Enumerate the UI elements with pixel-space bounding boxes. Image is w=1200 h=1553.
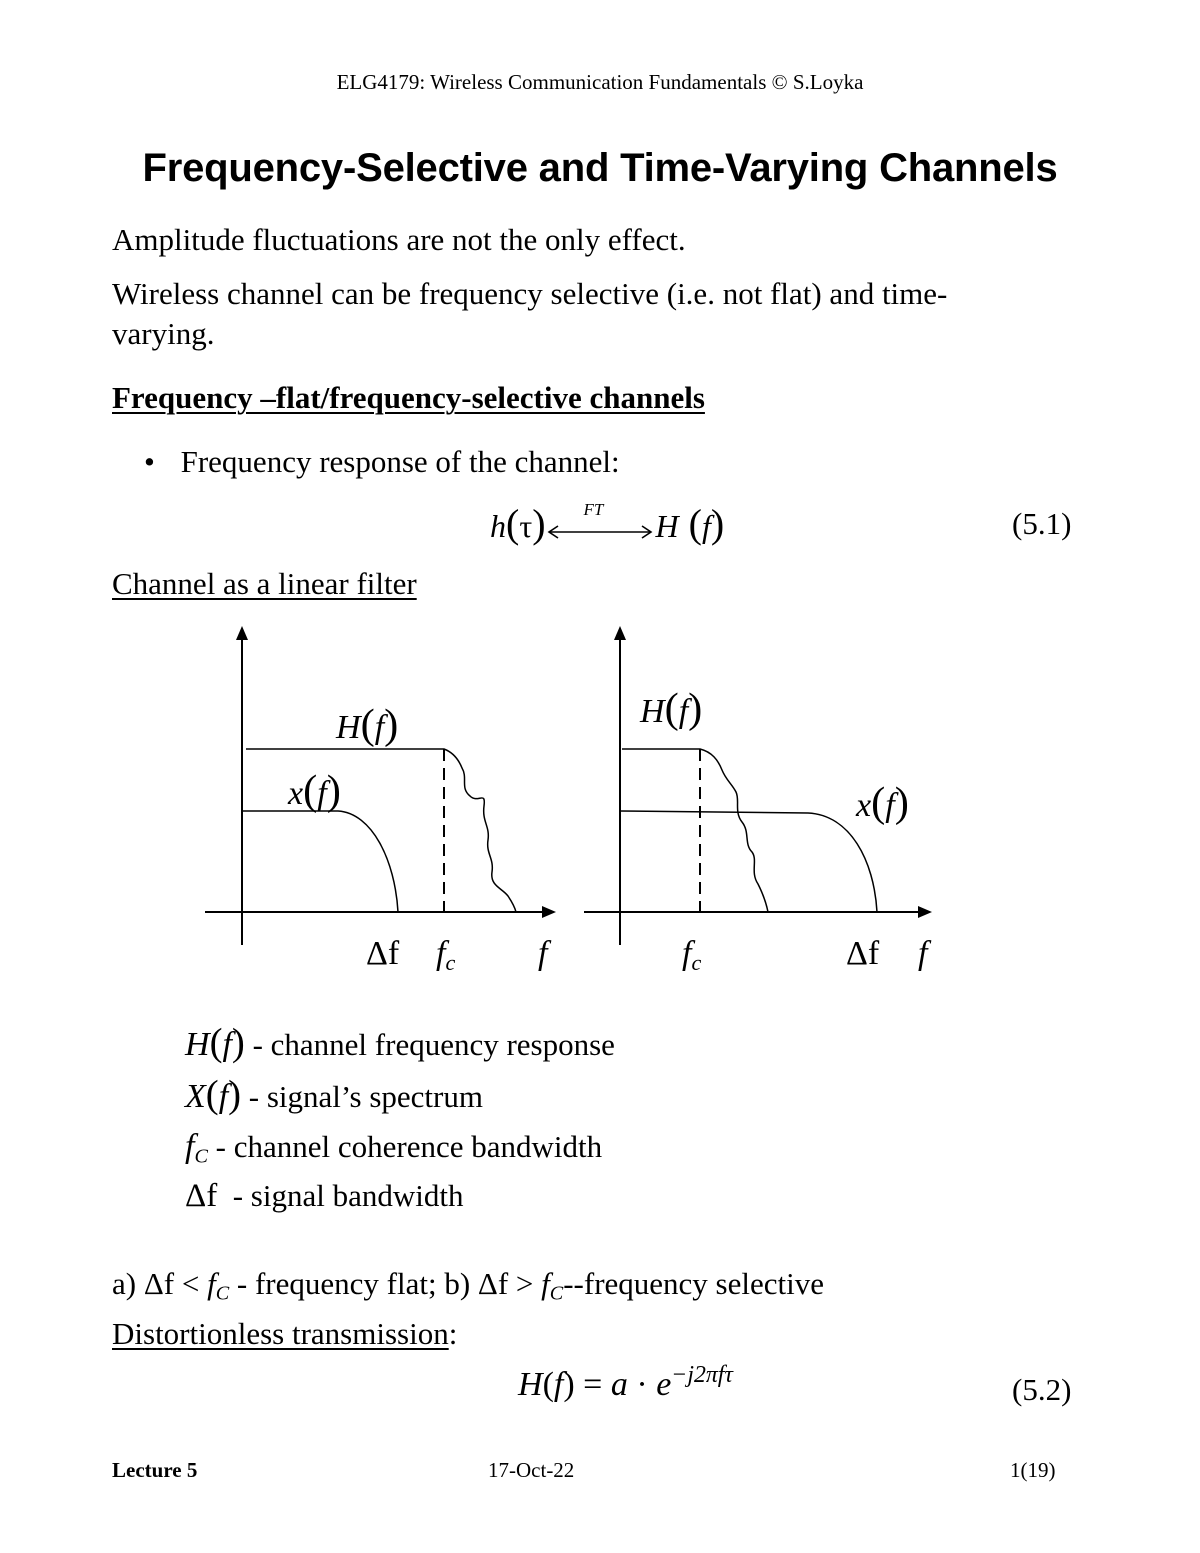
equation-5-1-number: (5.1) — [1012, 506, 1072, 541]
legend-H-arg: f — [222, 1026, 232, 1063]
left-fc-sym: f — [436, 935, 446, 972]
equation-5-2: $H(f) = a \cdot e^{-j2\pi f\tau}$ — [518, 1362, 733, 1404]
left-axis-f: f — [538, 935, 548, 972]
legend-X-sym: X — [185, 1078, 206, 1115]
case-b-text: --frequency selective — [563, 1266, 824, 1301]
right-tick-delta-f: Δf — [846, 935, 880, 972]
eq2-arg: f — [553, 1366, 564, 1404]
right-tick-fc — [682, 935, 701, 976]
eq2-dot: · — [627, 1366, 657, 1404]
paragraph-wireless-line1: Wireless channel can be frequency selective (i.e. not flat) and time- — [112, 276, 948, 311]
right-x-curve — [620, 811, 877, 912]
eq1-arrow-label: FT — [583, 499, 604, 519]
eq2-exponent: −j2πfτ — [671, 1362, 733, 1388]
case-a-fc-sub: C — [215, 1282, 230, 1305]
case-a-text: - frequency flat; b) — [229, 1266, 478, 1301]
footer-date: 17-Oct-22 — [488, 1458, 575, 1482]
case-b-delta: Δf — [477, 1266, 509, 1301]
eq2-a: a — [610, 1366, 628, 1404]
eq1-lhs-arg: τ — [519, 508, 533, 544]
footer-page: 1(19) — [1010, 1458, 1056, 1482]
legend-H-text: - channel frequency response — [244, 1027, 615, 1062]
right-y-arrow-icon — [614, 626, 626, 640]
right-fc-sym: f — [682, 935, 692, 972]
legend-delta-text: - signal bandwidth — [217, 1178, 464, 1213]
cases-line — [112, 1266, 824, 1306]
distortionless-heading — [112, 1316, 457, 1352]
equation-5-1: h(τ) FT H (f) — [490, 499, 725, 546]
equation-5-2-number: (5.2) — [1012, 1372, 1072, 1407]
left-H-sym: H — [336, 709, 361, 746]
right-H-label: H(f) — [640, 685, 703, 732]
case-b-fc-sub: C — [549, 1282, 564, 1305]
right-x-label: x(f) — [856, 779, 909, 826]
right-H-sym: H — [640, 693, 665, 730]
left-y-arrow-icon — [236, 626, 248, 640]
eq2-lhs: H — [518, 1366, 543, 1404]
eq1-rhs-arg: f — [701, 508, 711, 544]
section-heading: Frequency –flat/frequency-selective channels — [112, 380, 705, 415]
legend-fc-text: - channel coherence bandwidth — [207, 1129, 603, 1164]
left-plot — [205, 626, 556, 945]
left-fc-sub: c — [445, 950, 456, 976]
legend-delta-f — [185, 1178, 463, 1215]
eq2-equals: = — [574, 1366, 611, 1404]
left-x-label: x(f) — [288, 767, 341, 814]
eq2-e: e — [656, 1366, 672, 1404]
right-fc-sub: c — [691, 950, 702, 976]
right-x-sym: x — [856, 787, 872, 824]
right-H-arg: f — [678, 693, 689, 730]
page-title: Frequency-Selective and Time-Varying Channels — [142, 146, 1058, 190]
left-x-sym: x — [288, 775, 304, 812]
eq1-rhs: H — [655, 508, 679, 544]
case-b-fc: f — [541, 1266, 550, 1301]
bullet-icon: • — [144, 444, 155, 479]
right-x-arg: f — [885, 787, 895, 824]
left-x-arrow-icon — [542, 906, 556, 918]
eq1-lhs: h — [490, 508, 506, 544]
case-a-fc: f — [207, 1266, 216, 1301]
legend-H-sym: H — [185, 1026, 210, 1063]
left-tick-delta-f: Δf — [366, 935, 400, 972]
legend-X-arg: f — [218, 1078, 229, 1115]
legend-fc — [185, 1128, 602, 1169]
subsection-heading: Channel as a linear filter — [112, 566, 417, 601]
case-b-op: > — [508, 1266, 542, 1301]
legend-fc-sub: C — [194, 1145, 208, 1168]
bullet-text: Frequency response of the channel: — [180, 444, 620, 479]
left-H-curve — [246, 749, 516, 912]
left-H-arg: f — [374, 709, 385, 746]
footer-lecture: Lecture 5 — [112, 1458, 198, 1482]
left-tick-fc — [436, 935, 455, 976]
right-H-curve — [622, 749, 768, 912]
distortionless-colon: : — [448, 1316, 458, 1351]
right-x-arrow-icon — [918, 906, 932, 918]
left-x-arg: f — [317, 775, 327, 812]
legend-H: H(f) - channel frequency response — [185, 1021, 615, 1064]
page-header: ELG4179: Wireless Communication Fundamentals © S.Loyka — [336, 70, 864, 94]
paragraph-amplitude: Amplitude fluctuations are not the only effect. — [112, 222, 686, 257]
case-a-prefix: a) — [112, 1266, 144, 1301]
left-x-curve — [242, 811, 398, 912]
case-a-delta: Δf — [143, 1266, 175, 1301]
case-a-op: < — [174, 1266, 208, 1301]
left-H-label: H(f) — [336, 701, 399, 748]
legend-fc-sym: f — [185, 1128, 195, 1165]
right-axis-f: f — [918, 935, 928, 972]
paragraph-wireless-line2: varying. — [112, 316, 215, 351]
legend-X-text: - signal’s spectrum — [241, 1079, 483, 1114]
legend-X: X(f) - signal’s spectrum — [185, 1073, 483, 1116]
distortionless-label: Distortionless transmission — [112, 1316, 449, 1351]
legend-delta-sym: Δf — [185, 1178, 218, 1214]
